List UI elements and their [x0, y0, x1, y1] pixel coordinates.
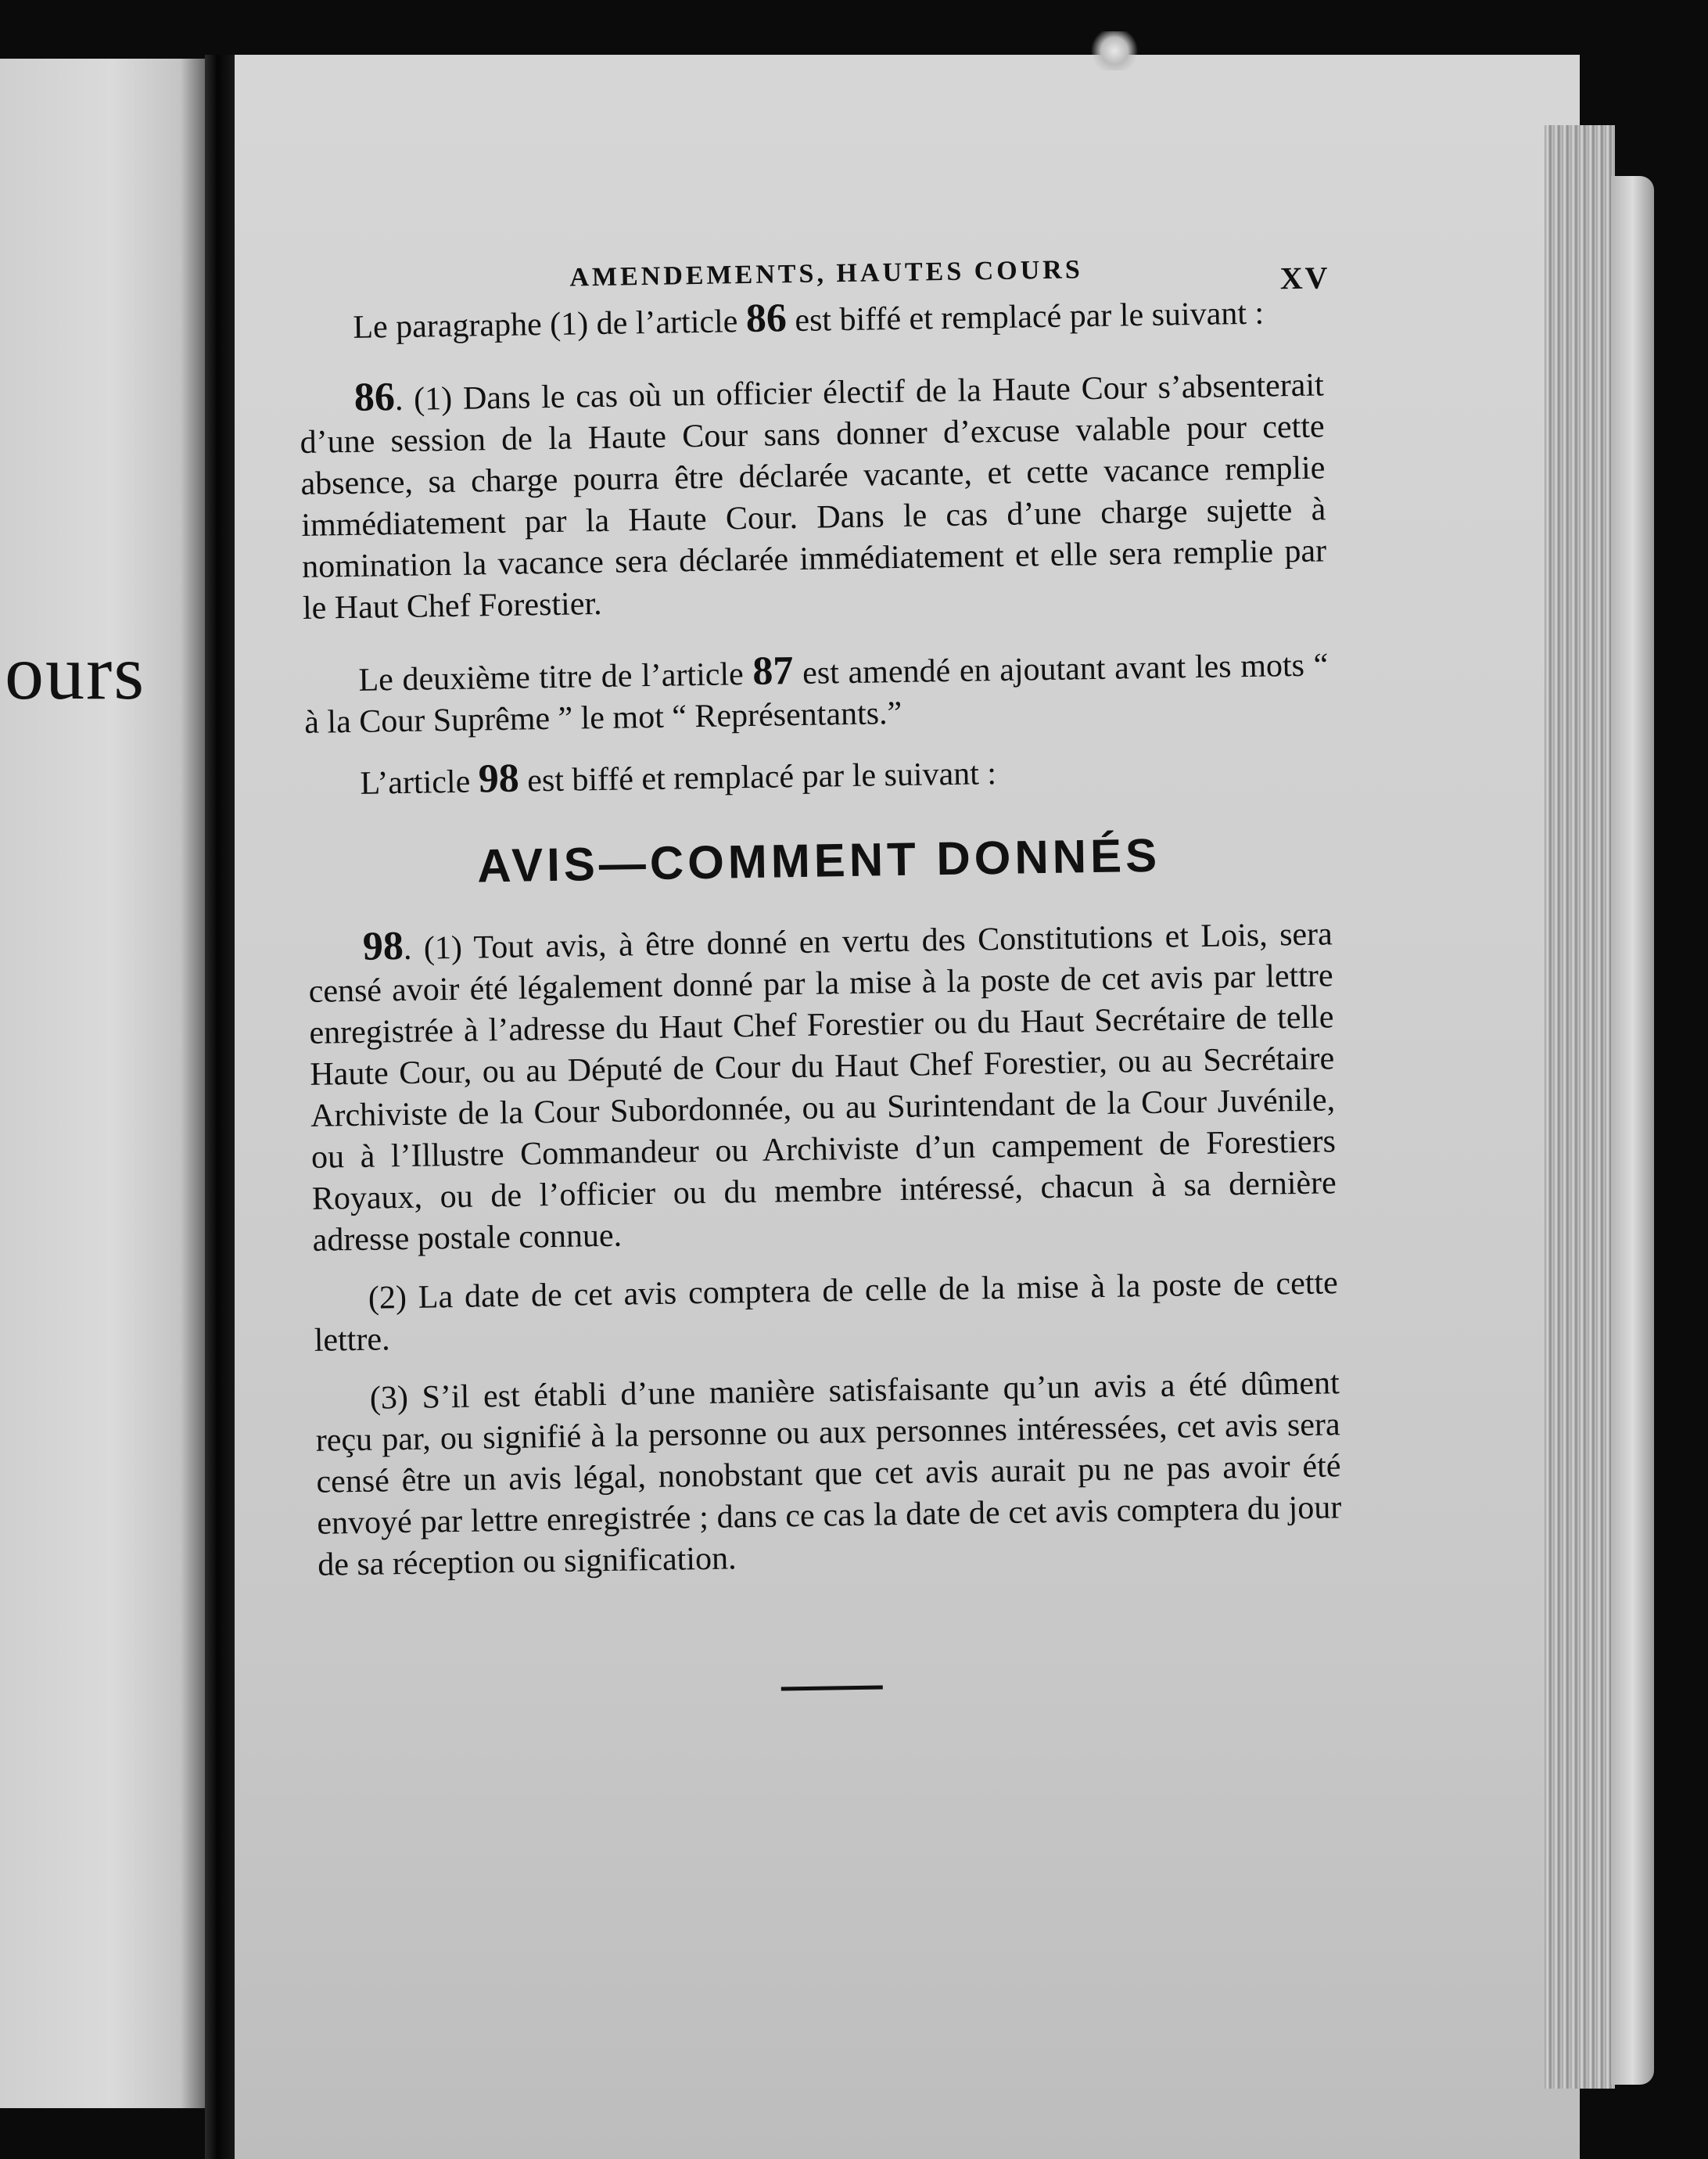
book-cover-edge	[1611, 176, 1654, 2085]
article-98-clause-3: (3) S’il est établi d’une manière satisfaisante qu’un avis a été dûment reçu par, ou signifié à la personne ou aux personnes intéressées, cet avis sera censé être un avis légal, nonobstant que cet avis aurait pu ne pas avoir été envoyé par lettre enregistrée ; dans ce cas la date de cet avis comptera du jour de sa réception ou signification.	[315, 1365, 1342, 1583]
paragraph-amend-86: Le paragraphe (1) de l’article 86 est biffé et remplacé par le suivant :	[353, 295, 1265, 346]
article-number: 87	[752, 648, 794, 694]
running-title: AMENDEMENTS, HAUTES COURS	[569, 255, 1084, 293]
paragraph-amend-87: Le deuxième titre de l’article 87 est amendé en ajoutant avant les mots “ à la Cour Suprême ” le mot “ Représentants.”	[303, 647, 1329, 741]
article-number: 86	[745, 296, 788, 341]
page-edges	[1545, 125, 1615, 2089]
paper-fleck	[1087, 31, 1142, 70]
article-number: 98	[362, 923, 404, 969]
article-98-clause-2: (2) La date de cet avis comptera de celle de la mise à la poste de cette lettre.	[314, 1265, 1339, 1359]
left-page	[0, 59, 205, 2108]
page-number: XV	[1279, 260, 1330, 296]
paragraph-amend-98: L’article 98 est biffé et remplacé par le suivant :	[360, 756, 997, 802]
section-heading: AVIS—COMMENT DONNÉS	[476, 828, 1161, 893]
page-text	[297, 242, 1344, 1697]
article-number: 98	[478, 756, 520, 802]
article-98-text: 98. (1) Tout avis, à être donné en vertu des Constitutions et Lois, sera censé avoir été légalement donné par la mise à la poste de cet avis par lettre enregistrée à l’adresse du Haut Chef Forestier ou du Haut Secrétaire de telle Haute Cour, ou au Député de Cour du Haut Chef Forestier, ou au Secrétaire Archiviste de la Cour Subordonnée, ou au Surintendant de la Cour Juvénile, ou à l’Illustre Commandeur ou Archiviste d’un campement de Forestiers Royaux, ou de l’officier ou du membre intéressé, chacun à sa dernière adresse postale connue.	[308, 916, 1337, 1259]
left-page-heading: ours	[5, 629, 146, 716]
article-number: 86	[353, 375, 396, 420]
article-86-text: 86. (1) Dans le cas où un officier électif de la Haute Cour s’absenterait d’une session de la Haute Cour sans donner d’excuse valable pour cette absence, sa charge pourra être déclarée vacante, et cette vacance remplie immédiatement par la Haute Cour. Dans le cas d’une charge sujette à nomination la vacance sera déclarée immédiatement et elle sera remplie par le Haut Chef Forestier.	[300, 367, 1327, 627]
book-gutter	[205, 55, 236, 2159]
